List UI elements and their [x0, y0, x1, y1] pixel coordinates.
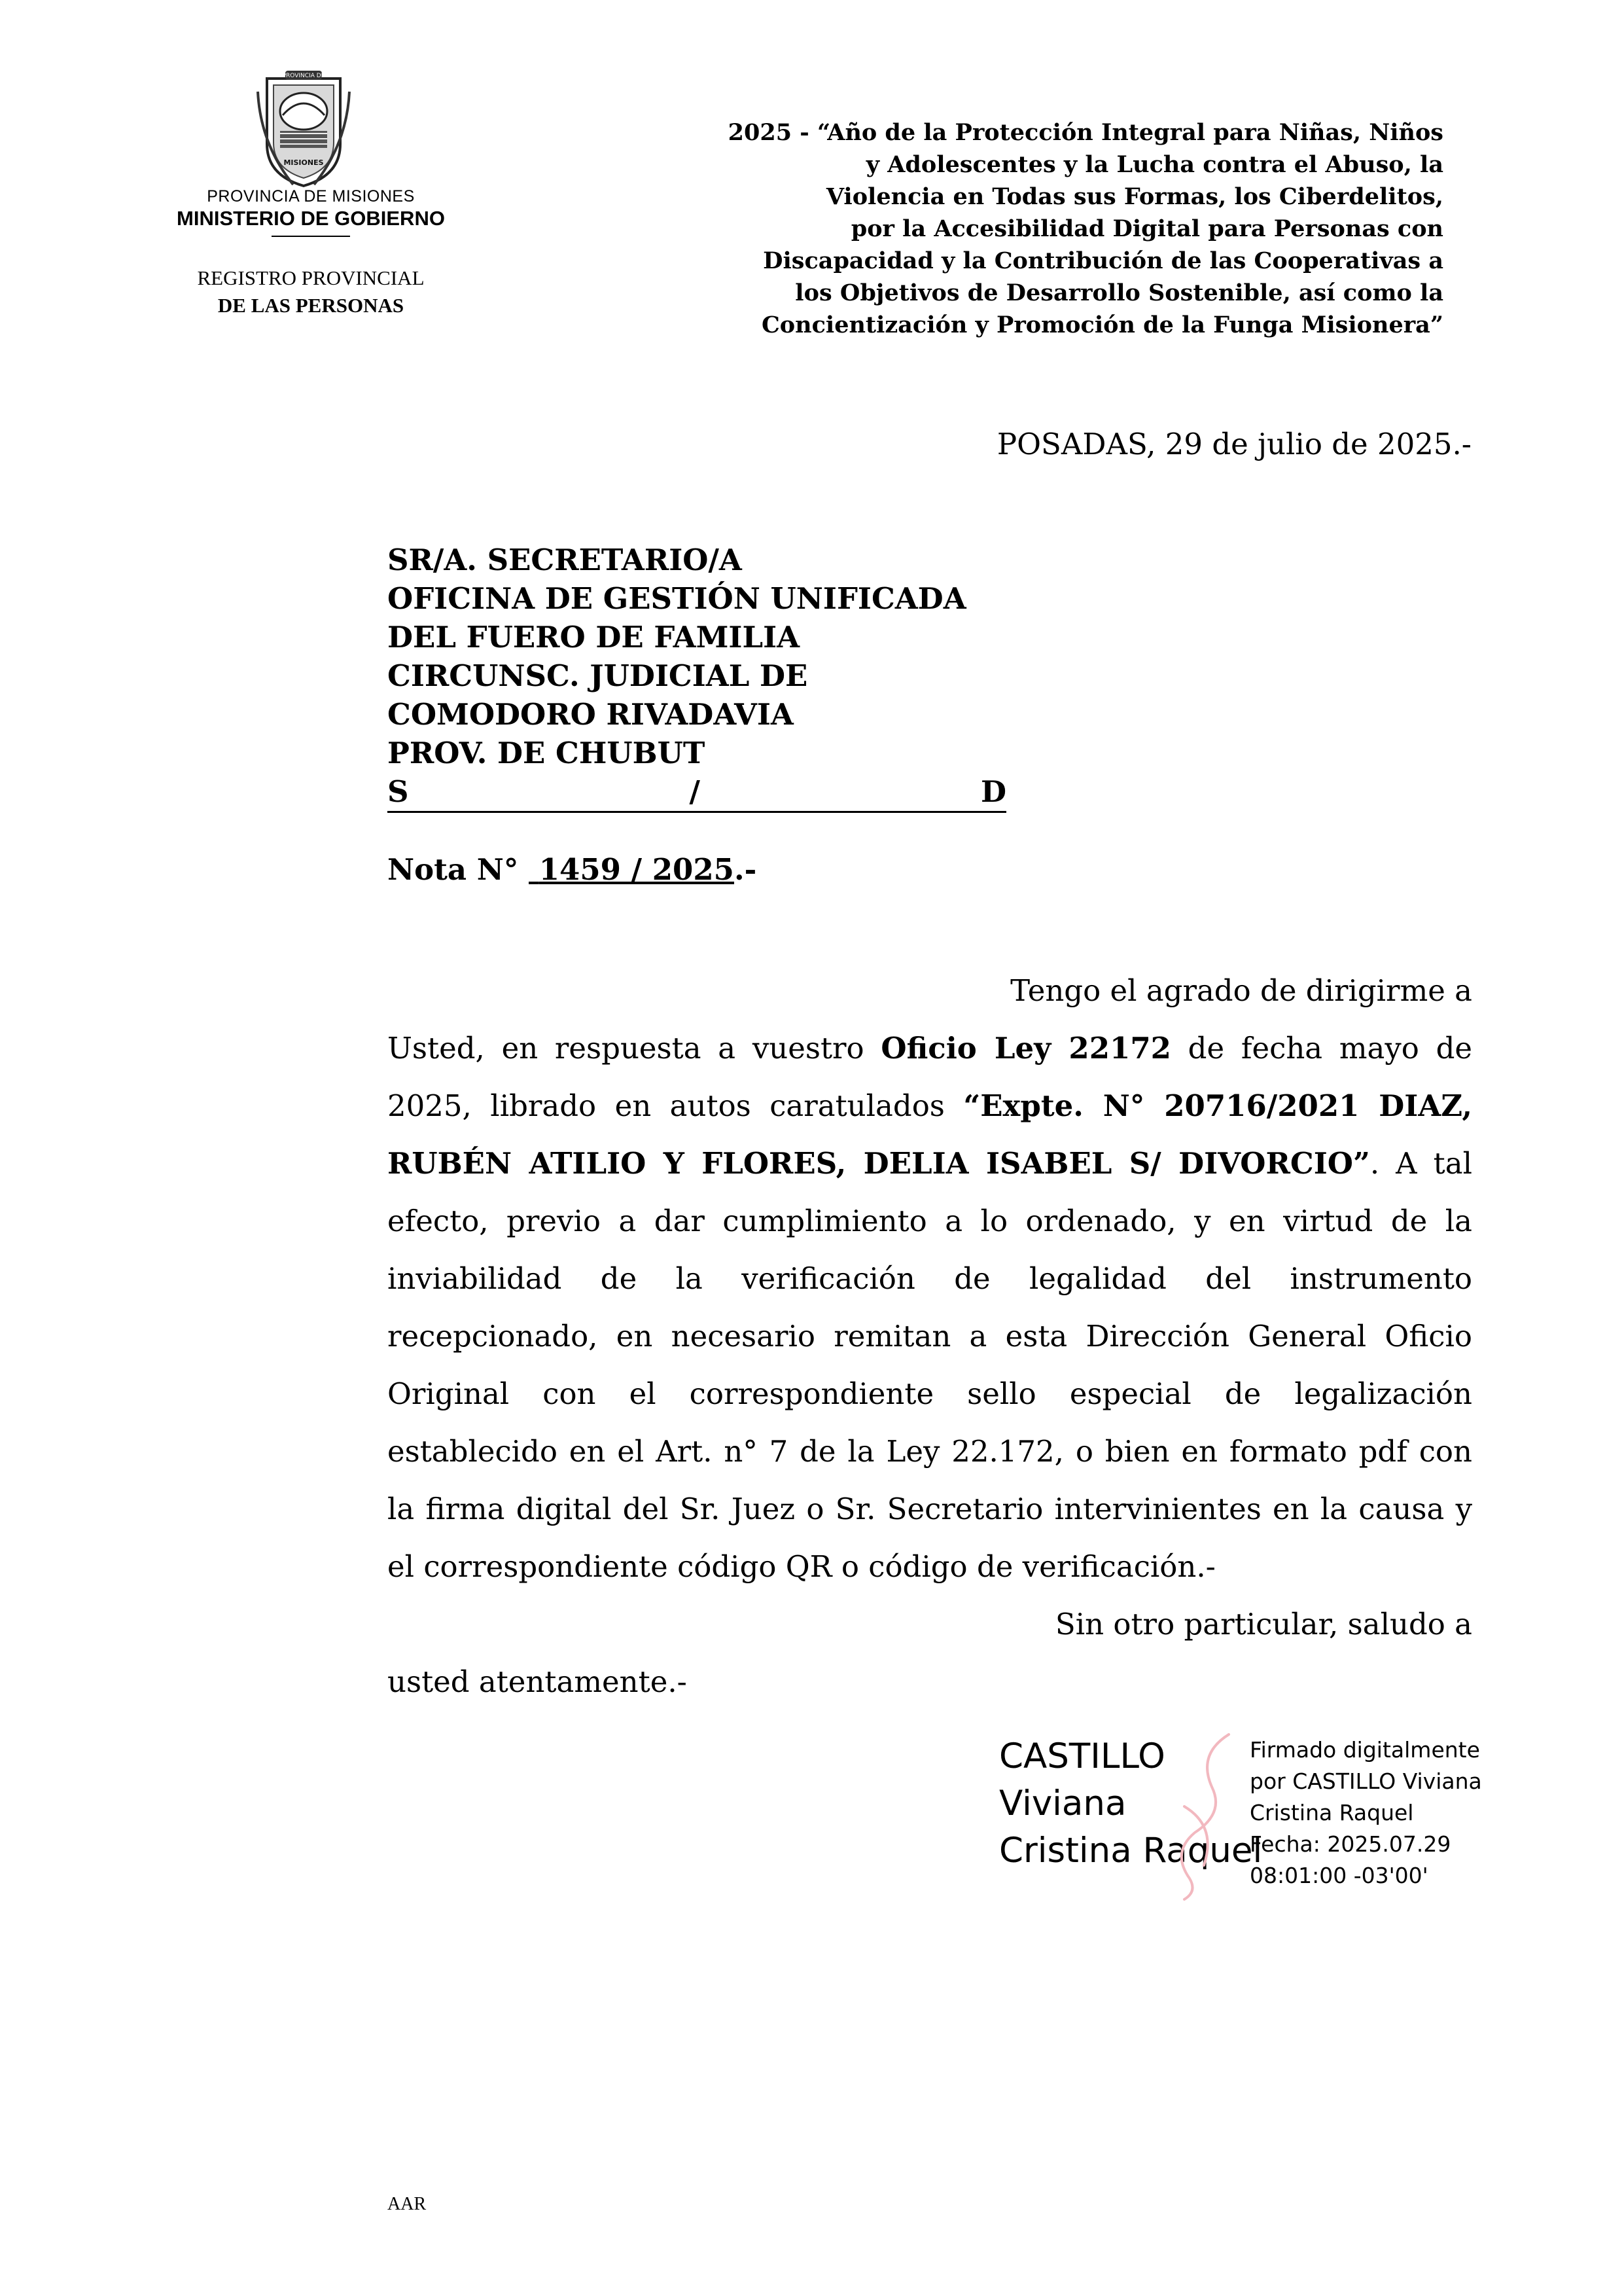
- signature-name-line: CASTILLO: [999, 1736, 1165, 1776]
- body-paragraph-1-lead: Tengo el agrado de dirigirme a: [1010, 973, 1472, 1008]
- registry-block: [150, 264, 471, 319]
- ministry-block: [150, 186, 471, 237]
- motto-line: 2025 - “Año de la Protección Integral para Niñas, Niños: [728, 119, 1443, 146]
- motto-line: y Adolescentes y la Lucha contra el Abuso, la: [866, 151, 1443, 178]
- ministry-divider: [272, 236, 350, 237]
- signature-detail-line: Firmado digitalmente: [1250, 1737, 1480, 1763]
- year-motto: [622, 117, 1443, 341]
- signature-name-line: Cristina Raquel: [999, 1831, 1263, 1871]
- sd-right: D: [980, 774, 1006, 809]
- addressee-line: DEL FUERO DE FAMILIA: [387, 620, 800, 655]
- author-initials: AAR: [387, 2194, 427, 2214]
- motto-line: por la Accesibilidad Digital para Personas con: [851, 215, 1443, 242]
- body-paragraph-2-lead: Sin otro particular, saludo a: [1055, 1607, 1472, 1641]
- note-number-value: [529, 852, 734, 887]
- motto-line: Concientización y Promoción de la Funga Misionera”: [761, 312, 1443, 338]
- letter-body: [387, 962, 1472, 1711]
- addressee-line: PROV. DE CHUBUT: [387, 736, 705, 770]
- signature-detail-line: Fecha: 2025.07.29: [1250, 1831, 1451, 1857]
- case-file-title: “Expte. N° 20716/2021 DIAZ, RUBÉN ATILIO Y FLORES, DELIA ISABEL S/ DIVORCIO”: [387, 1088, 1472, 1181]
- registry-line-1: REGISTRO PROVINCIAL: [197, 266, 425, 289]
- registry-line-2-prefix: DE LAS: [217, 294, 291, 317]
- note-prefix: Nota N°: [387, 852, 519, 887]
- signature-detail-line: por CASTILLO Viviana: [1250, 1768, 1482, 1794]
- signature-name-line: Viviana: [999, 1784, 1127, 1823]
- province-name: PROVINCIA DE MISIONES: [207, 187, 415, 206]
- oficio-reference: Oficio Ley 22172: [881, 1031, 1171, 1066]
- ministry-name: MINISTERIO DE GOBIERNO: [177, 207, 445, 230]
- registry-line-2: [150, 292, 471, 319]
- body-text-run: de fecha mayo de 2025, librado en autos caratulados: [387, 1031, 1473, 1123]
- signature-detail-line: Cristina Raquel: [1250, 1800, 1414, 1825]
- body-paragraph-1: [387, 1020, 1472, 1596]
- note-number-text: 1459 / 2025: [538, 852, 734, 887]
- sd-line: [387, 772, 1006, 813]
- place-and-date: POSADAS, 29 de julio de 2025.-: [997, 427, 1472, 461]
- addressee-line: OFICINA DE GESTIÓN UNIFICADA: [387, 581, 966, 616]
- signature-stroke-icon: [1158, 1728, 1250, 1905]
- motto-line: los Objetivos de Desarrollo Sostenible, así como la: [795, 279, 1443, 306]
- body-paragraph-2: usted atentamente.-: [387, 1664, 687, 1699]
- emblem-text-top: PROVINCIA DE: [282, 73, 325, 79]
- addressee-line: CIRCUNSC. JUDICIAL DE: [387, 658, 808, 693]
- coat-of-arms-graphic: [254, 65, 353, 190]
- emblem-text-bottom: MISIONES: [283, 158, 324, 167]
- sd-left: S: [387, 774, 409, 809]
- provincia-de-misiones-emblem-icon: [254, 65, 353, 190]
- note-suffix: .-: [734, 852, 757, 887]
- sd-mid: /: [689, 774, 700, 809]
- signature-detail-line: 08:01:00 -03'00': [1250, 1863, 1428, 1888]
- note-number: [387, 852, 756, 887]
- addressee-line: SR/A. SECRETARIO/A: [387, 543, 742, 577]
- digital-signature-details: [1250, 1734, 1482, 1892]
- registry-line-2-bold: PERSONAS: [295, 294, 404, 317]
- addressee-line: COMODORO RIVADAVIA: [387, 697, 794, 732]
- body-text-run: Usted, en respuesta a vuestro: [387, 1031, 881, 1066]
- body-text-run: . A tal efecto, previo a dar cumplimiento a lo ordenado, y en virtud de la inviabilidad de la verificación de legalidad del instrumento recepcionado, en necesario remitan a esta Dirección General Oficio Original con el correspondiente sello especial de legalización establecido en el Art. n° 7 de la Ley 22.172, o bien en formato pdf con la firma digital del Sr. Juez o Sr. Secretario intervinientes en la causa y el correspondiente código QR o código de verificación.-: [387, 1146, 1472, 1584]
- addressee-block: [387, 541, 1006, 813]
- motto-line: Violencia en Todas sus Formas, los Ciberdelitos,: [826, 183, 1443, 210]
- motto-line: Discapacidad y la Contribución de las Cooperativas a: [763, 247, 1443, 274]
